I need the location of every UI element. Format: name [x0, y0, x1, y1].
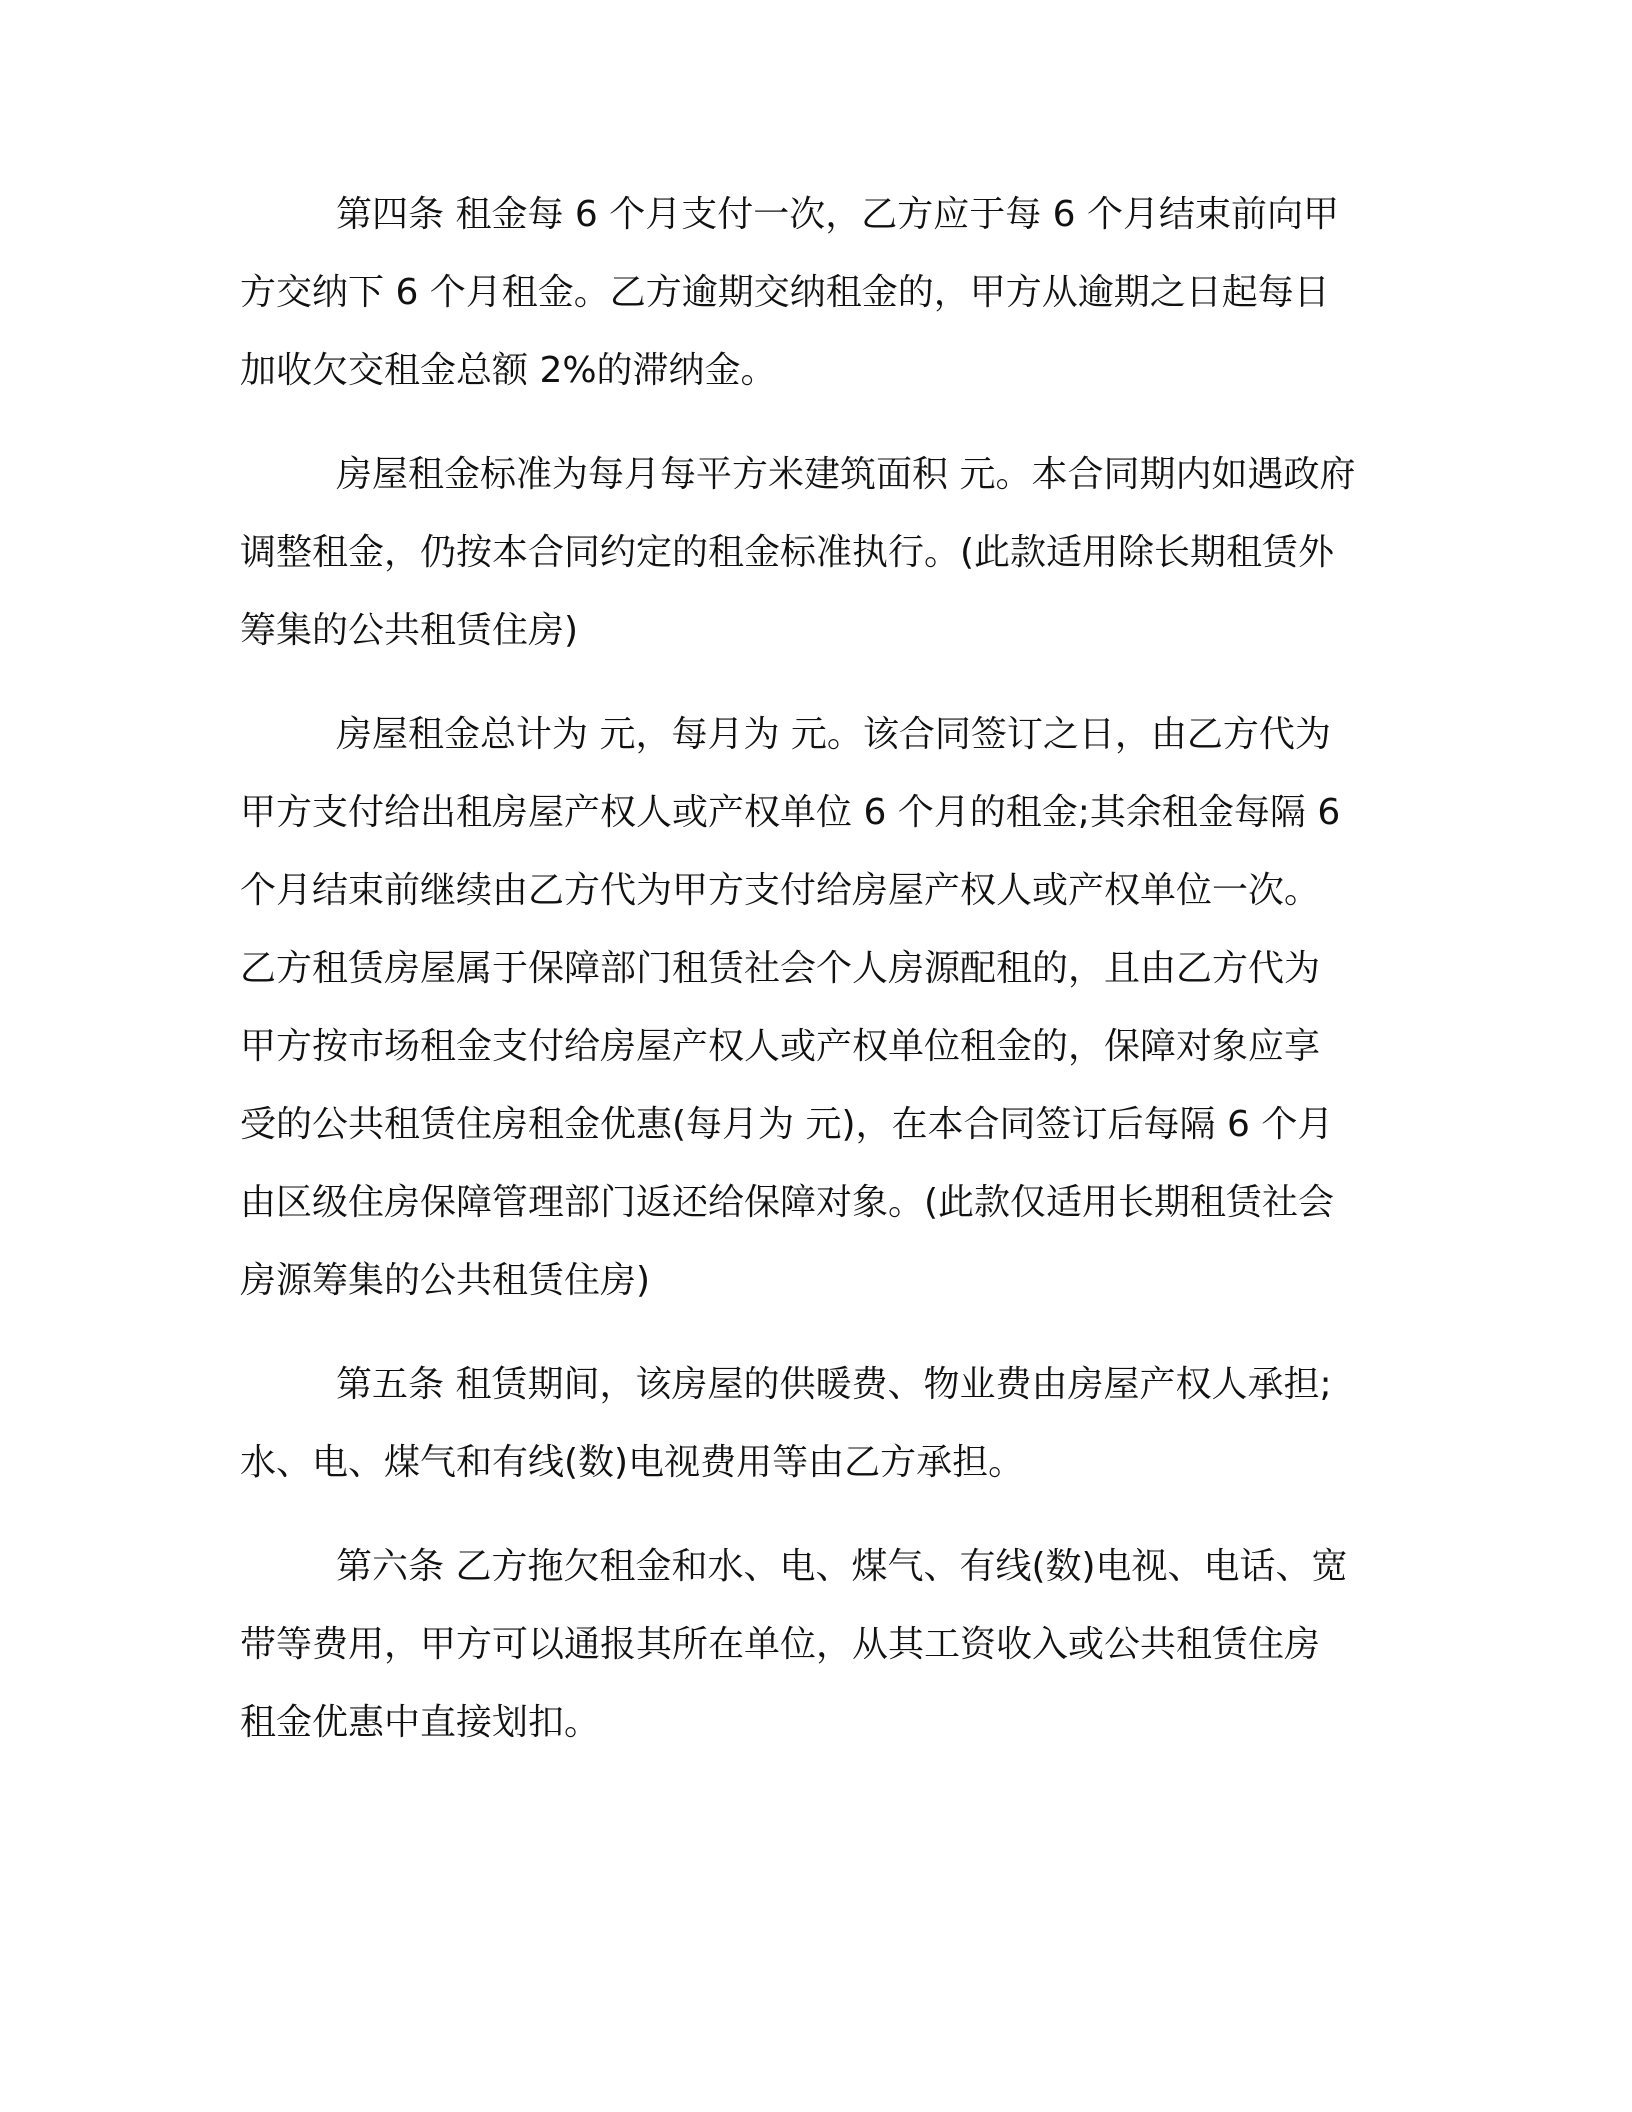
paragraph-line: 房屋租金总计为 元，每月为 元。该合同签订之日，由乙方代为 — [336, 714, 1331, 755]
paragraph-line: 带等费用，甲方可以通报其所在单位，从其工资收入或公共租赁住房 — [240, 1624, 1321, 1665]
paragraph-line: 加收欠交租金总额 2%的滞纳金。 — [240, 350, 777, 391]
paragraph-line: 房屋租金标准为每月每平方米建筑面积 元。本合同期内如遇政府 — [336, 454, 1356, 495]
paragraph-line: 第六条 乙方拖欠租金和水、电、煤气、有线(数)电视、电话、宽 — [336, 1546, 1348, 1587]
paragraph-line: 第四条 租金每 6 个月支付一次，乙方应于每 6 个月结束前向甲 — [336, 194, 1340, 235]
paragraph-line: 甲方支付给出租房屋产权人或产权单位 6 个月的租金;其余租金每隔 6 — [240, 792, 1341, 833]
paragraph-line: 第五条 租赁期间，该房屋的供暖费、物业费由房屋产权人承担; — [336, 1364, 1332, 1405]
paragraph-line: 甲方按市场租金支付给房屋产权人或产权单位租金的，保障对象应享 — [240, 1026, 1321, 1067]
paragraph-line: 筹集的公共租赁住房) — [240, 610, 579, 651]
paragraph-line: 租金优惠中直接划扣。 — [240, 1702, 601, 1743]
paragraph-line: 受的公共租赁住房租金优惠(每月为 元)，在本合同签订后每隔 6 个月 — [240, 1104, 1334, 1145]
paragraph-line: 方交纳下 6 个月租金。乙方逾期交纳租金的，甲方从逾期之日起每日 — [240, 272, 1330, 313]
paragraph-line: 由区级住房保障管理部门返还给保障对象。(此款仅适用长期租赁社会 — [240, 1182, 1335, 1223]
paragraph-line: 个月结束前继续由乙方代为甲方支付给房屋产权人或产权单位一次。 — [240, 870, 1321, 911]
paragraph-line: 房源筹集的公共租赁住房) — [240, 1260, 651, 1301]
paragraph-line: 调整租金，仍按本合同约定的租金标准执行。(此款适用除长期租赁外 — [240, 532, 1335, 573]
paragraph-line: 水、电、煤气和有线(数)电视费用等由乙方承担。 — [240, 1442, 1025, 1483]
paragraph-line: 乙方租赁房屋属于保障部门租赁社会个人房源配租的，且由乙方代为 — [240, 948, 1321, 989]
